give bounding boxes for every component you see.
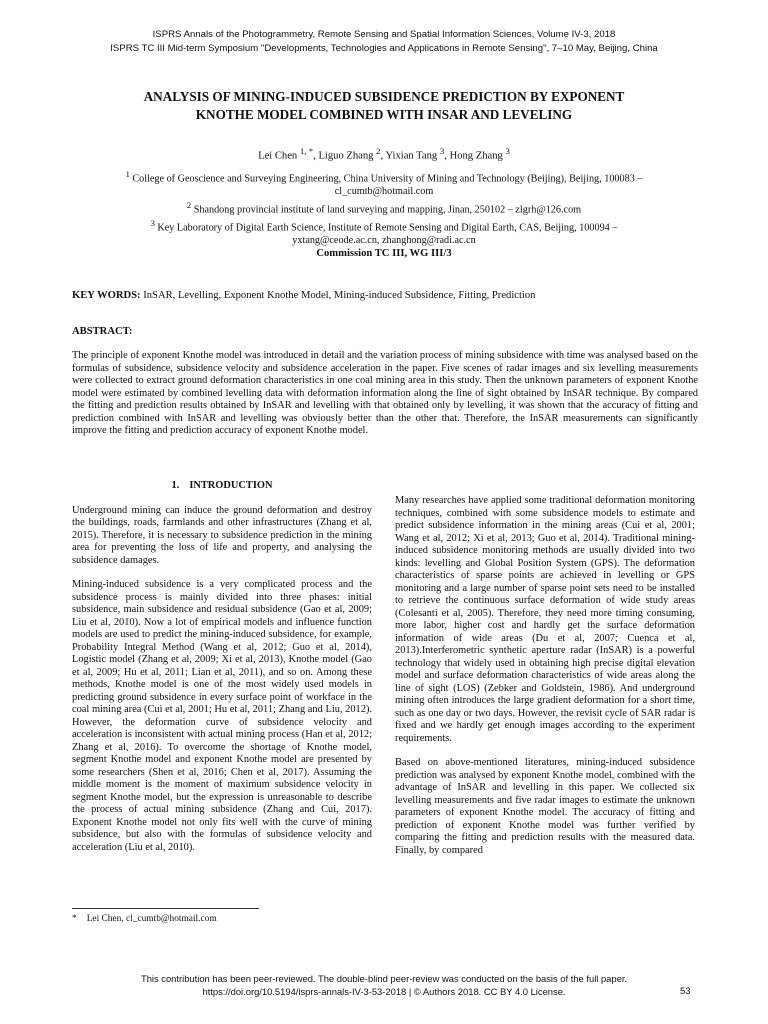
abstract-text: The principle of exponent Knothe model was introduced in detail and the variation process of mining subsidence with time was analysed based on the formulas of subsidence, subsidence velocity and subsidence acceleration in the paper. Five scenes of radar images and six levelling measurements were collected to extract ground deformation characteristics in one coal mining area in this study. Then the unknown parameters of exponent Knothe model were estimated by combined levelling data with deformation information along the line of sight obtained by InSAR technique. By compared the fitting and prediction results obtained by InSAR and levelling with that obtained only by levelling, it was shown that the accuracy of fitting and prediction combined with InSAR and levelling was obviously better than the other that. Therefore, the InSAR measurements can significantly improve the fitting and prediction accuracy of exponent Knothe model. (72, 350, 698, 436)
author-name: Lei Chen (258, 150, 298, 162)
affiliation-3: $^3$ Key Laboratory of Digital Earth Science, Institute of Remote Sensing and Digital Earth, CAS, Beijing, 100094 – (150, 217, 618, 233)
page-number: 53 (680, 985, 691, 996)
section-number: 1. (171, 480, 180, 491)
title-line-1: ANALYSIS OF MINING-INDUCED SUBSIDENCE PREDICTION BY EXPONENT (143, 89, 625, 104)
keywords-label: KEY WORDS: (72, 290, 141, 301)
author-name: Yixian Tang (385, 150, 438, 162)
abstract-heading: ABSTRACT: (72, 326, 133, 337)
author-affiliation-mark: 3 (439, 146, 445, 156)
affiliations (60, 168, 708, 247)
left-column (72, 480, 372, 866)
footnote (72, 914, 217, 924)
affiliation-1: $^1$ College of Geoscience and Surveying Engineering, China University of Mining and Technology (Beijing), Beijing, 100083 – (125, 169, 643, 185)
section-heading (72, 480, 372, 493)
commission: Commission TC III, WG III/3 (316, 248, 452, 259)
author-name: Hong Zhang (449, 150, 503, 162)
keywords (72, 290, 702, 301)
keywords-text: InSAR, Levelling, Exponent Knothe Model, Mining-induced Subsidence, Fitting, Prediction (143, 290, 536, 301)
affiliation-3-email: yxtang@ceode.ac.cn, zhanghong@radi.ac.cn (292, 234, 476, 246)
peer-review-note: This contribution has been peer-reviewed. The double-blind peer-review was conducted on the basis of the full paper. (140, 973, 628, 984)
footnote-text: Lei Chen, cl_cumtb@hotmail.com (86, 914, 217, 924)
affiliation-2: $^2$ Shandong provincial institute of land surveying and mapping, Jinan, 250102 – zlgrh@126.com (186, 199, 582, 215)
right-column (395, 495, 695, 869)
running-header (40, 28, 728, 56)
paragraph: Many researches have applied some traditional deformation monitoring techniques, combined with some subsidence models to estimate and predict subsidence information in the mining areas (Cui et al, 2001; Wang et al, 2012; Xi et al, 2013; Guo et al, 2014). Traditional mining-induced subsidence monitoring methods are usually divided into two kinds: levelling and Global Position System (GPS). The deformation characteristics of sparse points are achieved in levelling or GPS monitoring and a large number of sparse point sets need to be installed to retrieve the continuous surface deformation of wide study areas (Colesanti et al, 2005). Therefore, they need more timing consuming, more labor, higher cost and hardly get the surface deformation information of wide areas (Du et al, 2007; Cuenca et al, 2013).Interferometric synthetic aperture radar (InSAR) is a powerful technology that widely used in obtaining high precise digital elevation model and surface deformation characteristics of wide areas along the line of sight (LOS) (Zebker and Goldstein, 1986). And underground mining often introduces the large gradient deformation for a short time, such as one day or two days. However, the revisit cycle of SAR radar is fixed and we hardly get enough images according to the experiment requirements. (395, 495, 695, 744)
author-list: Lei Chen $^{1, *}$, Liguo Zhang $^2$, Yixian Tang $^3$, Hong Zhang $^3$ (258, 146, 510, 162)
section-title: INTRODUCTION (189, 480, 273, 491)
author-affiliation-mark: 3 (505, 146, 510, 156)
author-affiliation-mark: 2 (376, 146, 381, 156)
doi-license-line: https://doi.org/10.5194/isprs-annals-IV-3-53-2018 | © Authors 2018. CC BY 4.0 License. (202, 986, 566, 997)
title-line-2: KNOTHE MODEL COMBINED WITH INSAR AND LEVELING (195, 107, 573, 122)
footnote-mark: * (72, 914, 77, 924)
author-name: Liguo Zhang (318, 150, 374, 162)
paragraph: Underground mining can induce the ground deformation and destroy the buildings, roads, farmlands and other infrastructures (Zhang et al, 2015). Therefore, it is necessary to subsidence prediction in the mining area for preventing the loss of life and property, and analysing the subsidence damages. (72, 504, 372, 566)
symposium-line: ISPRS TC III Mid-term Symposium "Developments, Technologies and Applications in Remote Sensing", 7–10 May, Beijing, China (110, 43, 658, 54)
journal-line: ISPRS Annals of the Photogrammetry, Remote Sensing and Spatial Information Sciences, Volume IV-3, 2018 (152, 29, 616, 40)
page-footer (40, 972, 728, 998)
paragraph: Based on above-mentioned literatures, mining-induced subsidence prediction was analysed by exponent Knothe model, combined with the advantage of InSAR and levelling in this paper. We collected six levelling measurements and five radar images to estimate the unknown parameters of exponent Knothe model. The accuracy of fitting and prediction of exponent Knothe model was further verified by comparing the fitting and prediction results with the measured data. Finally, by compared (395, 757, 695, 856)
paragraph: Mining-induced subsidence is a very complicated process and the subsidence process is mainly divided into three phases: initial subsidence, main subsidence and residual subsidence (Gao et al, 2009; Liu et al, 2010). Now a lot of empirical models and influence function models are used to predict the mining-induced subsidence, for example, Probability Integral Method (Wang et al, 2012; Guo et al, 2014), Logistic model (Zhang et al, 2009; Xi et al, 2013), Knothe model (Gao et al, 2009; Hu et al, 2011; Lian et al, 2011), and so on. Among these methods, Knothe model is one of the most widely used models in predicting ground subsidence in every surface point of workface in the coal mining area (Cui et al, 2001; Hu et al, 2011; Zhang and Liu, 2012). However, the deformation curve of subsidence velocity and acceleration is inconsistent with actual mining process (Han et al, 2012; Zhang et al, 2016). To overcome the shortage of Knothe model, segment Knothe model and exponent Knothe model are presented by some researchers (Shen et al, 2016; Chen et al, 2017). Assuming the middle moment is the moment of maximum subsidence velocity in segment Knothe model, but the expression is unreasonable to describe the process of actual mining subsidence (Zhang and Cui, 2017). Exponent Knothe model not only fits well with the curve of mining subsidence, but also with the formulas of subsidence velocity and acceleration (Liu et al, 2010). (72, 579, 372, 853)
author-affiliation-mark: 1, * (299, 146, 314, 156)
paper-title (60, 88, 708, 124)
affiliation-1-email: cl_cumtb@hotmail.com (334, 185, 434, 197)
footnote-divider (72, 908, 259, 909)
